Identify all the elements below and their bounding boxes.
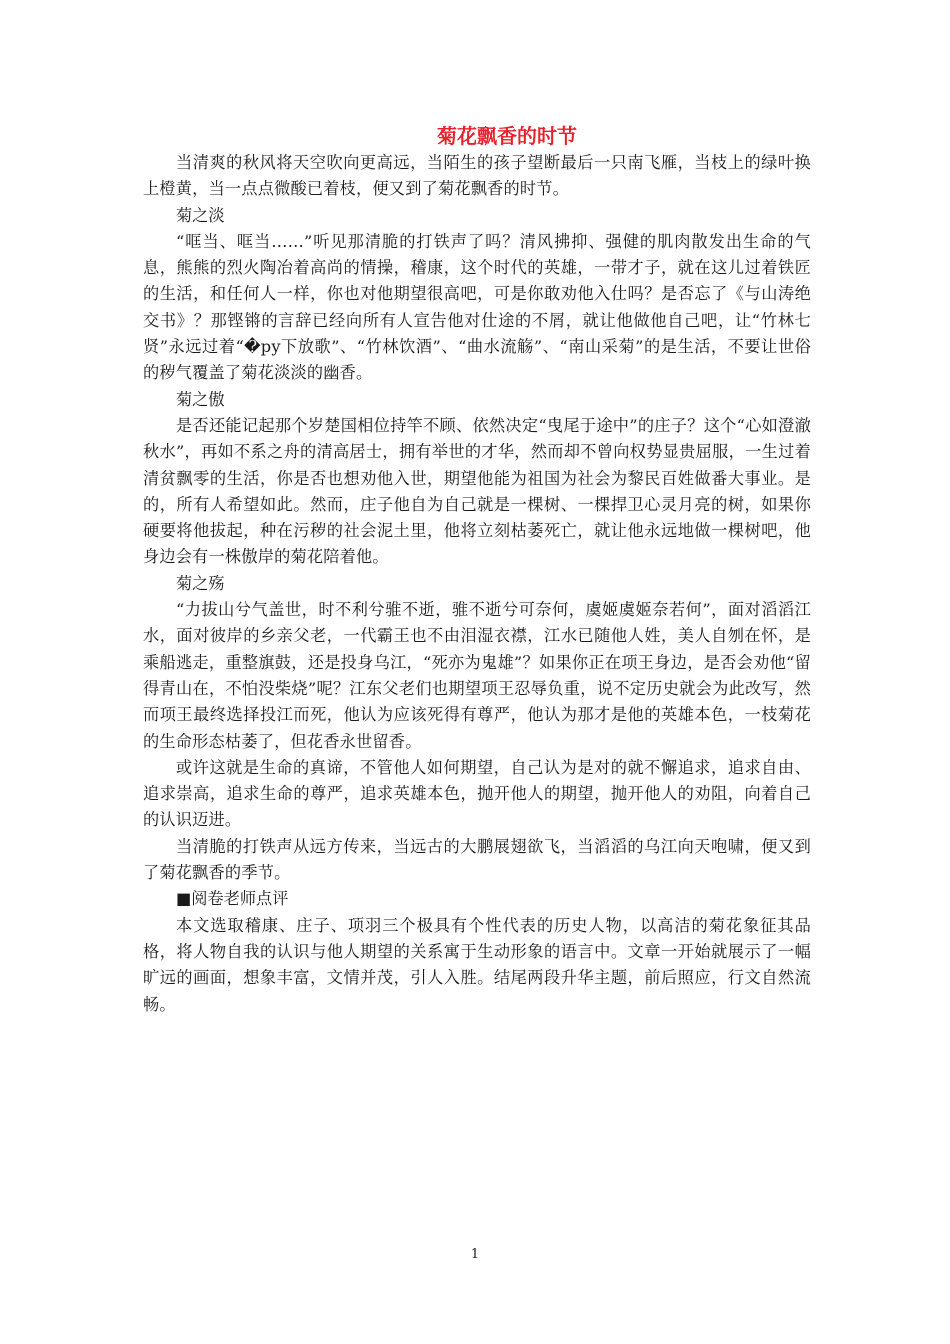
section-heading-shang: 菊之殇 bbox=[176, 573, 225, 593]
paragraph-conclusion: 当清脆的打铁声从远方传来，当远古的大鹏展翅欲飞，当滔滔的乌江向天咆啸，便又到了菊花飘香的季节。 bbox=[143, 836, 811, 883]
paragraph-shang: “力拔山兮气盖世，时不利兮骓不逝，骓不逝兮可奈何，虞姬虞姬奈若何”，面对滔滔江水，面对彼岸的乡亲父老，一代霸王也不由泪湿衣襟，江水已随他人姓，美人自刎在怀，是乘船逃走，重整旗鼓，还是投身乌江，“死亦为鬼雄”？如果你正在项王身边，是否会劝他“留得青山在，不怕没柴烧”呢？江东父老们也期望项王忍辱负重，说不定历史就会为此改写，然而项王最终选择投江而死，他认为应该死得有尊严，他认为那才是他的英雄本色，一枝菊花的生命形态枯萎了，但花香永世留香。 bbox=[143, 600, 811, 751]
section-heading-ao: 菊之傲 bbox=[176, 389, 225, 409]
page-title: 菊花飘香的时节 bbox=[437, 124, 577, 148]
paragraph-dan: “哐当、哐当……”听见那清脆的打铁声了吗？清风拂抑、强健的肌肉散发出生命的气息，熊熊的烈火陶冶着高尚的情操，稽康，这个时代的英雄，一带才子，就在这儿过着铁匠的生活，和任何人一样，你也对他期望很高吧，可是你敢劝他入仕吗？是否忘了《与山涛绝交书》？那铿锵的言辞已经向所有人宣告他对仕途的不屑，就让他做他自己吧，让“竹林七贤”永远过着“�py下放歌”、“竹林饮酒”、“曲水流觞”、“南山采菊”的是生活，不要让世俗的秽气覆盖了菊花淡淡的幽香。 bbox=[143, 231, 811, 383]
page-number: 1 bbox=[470, 1247, 480, 1262]
intro-paragraph: 当清爽的秋风将天空吹向更高远，当陌生的孩子望断最后一只南飞雁，当枝上的绿叶换上橙黄，当一点点微酸已着枝，便又到了菊花飘香的时节。 bbox=[143, 153, 811, 199]
document-body bbox=[143, 122, 811, 1018]
paragraph-reflection: 或许这就是生命的真谛，不管他人如何期望，自己认为是对的就不懈追求，追求自由、追求崇高，追求生命的尊严，追求英雄本色，抛开他人的期望，抛开他人的劝阻，向着自己的认识迈进。 bbox=[143, 757, 811, 830]
paragraph-review: 本文选取稽康、庄子、项羽三个极具有个性代表的历史人物，以高洁的菊花象征其品格，将人物自我的认识与他人期望的关系寓于生动形象的语言中。文章一开始就展示了一幅旷远的画面，想象丰富，文情并茂，引人入胜。结尾两段升华主题，前后照应，行文自然流畅。 bbox=[143, 915, 811, 1014]
paragraph-ao: 是否还能记起那个岁楚国相位持竿不顾、依然决定“曳尾于途中”的庄子？这个“心如澄澈秋水”，再如不系之舟的清高居士，拥有举世的才华，然而却不曾向权势显贵屈服，一生过着清贫飘零的生活，你是否也想劝他入世，期望他能为祖国为社会为黎民百姓做番大事业。是的，所有人希望如此。然而，庄子他自为自己就是一棵树、一棵捍卫心灵月亮的树，如果你硬要将他拔起，种在污秽的社会泥土里，他将立刻枯萎死亡，就让他永远地做一棵树吧，他身边会有一株傲岸的菊花陪着他。 bbox=[143, 415, 811, 567]
section-heading-review: ■阅卷老师点评 bbox=[176, 889, 289, 909]
section-heading-dan: 菊之淡 bbox=[176, 205, 225, 225]
